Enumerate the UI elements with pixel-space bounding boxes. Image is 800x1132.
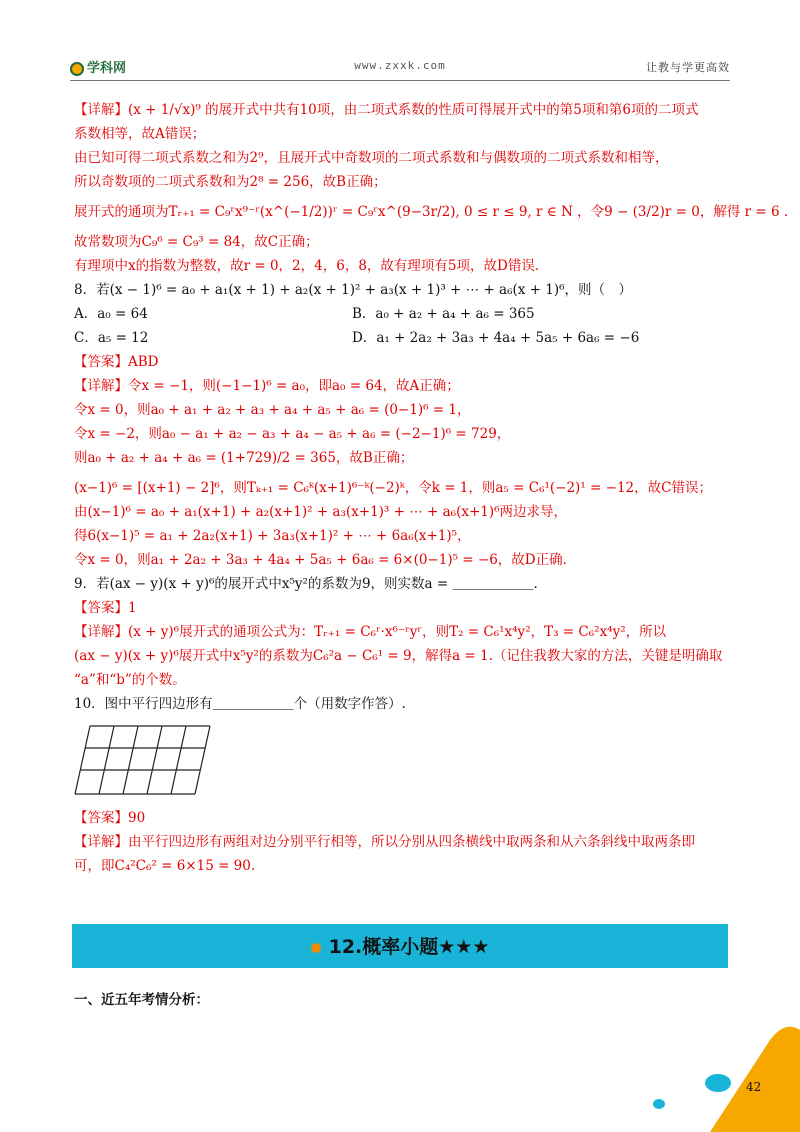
text-line: 得6(x−1)⁵ = a₁ + 2a₂(x+1) + 3a₃(x+1)² + ⋯ + 6a₆(x+1)⁵， <box>74 528 471 544</box>
text-line: 所以奇数项的二项式系数和为2⁸ = 256，故B正确； <box>74 174 387 190</box>
bullet-icon <box>311 943 321 953</box>
corner-decoration <box>640 1020 800 1132</box>
text-line: 系数相等，故A错误； <box>74 126 206 142</box>
text-line: 展开式的通项为Tᵣ₊₁ = C₉ʳx⁹⁻ʳ(x^(−1/2))ʳ = C₉ʳx^(9−3r/2), 0 ≤ r ≤ 9, r ∈ N ，令9 − (3/2)r = 0，解得 r = 6 . <box>74 204 789 220</box>
document-body <box>74 98 789 878</box>
answer-option: B．a₀ + a₂ + a₄ + a₆ = 365 <box>352 306 535 322</box>
section-heading: 一、近五年考情分析： <box>74 992 209 1008</box>
logo: 学科网 <box>70 57 126 76</box>
text-line: 9．若(ax − y)(x + y)⁶的展开式中x⁵y²的系数为9，则实数a = ＿＿＿＿＿＿. <box>74 576 538 592</box>
text-line: 故常数项为C₉⁶ = C₉³ = 84，故C正确； <box>74 234 319 250</box>
text-line: 【答案】ABD <box>74 354 159 370</box>
solution-block-7 <box>74 98 789 302</box>
text-line: (ax − y)(x + y)⁶展开式中x⁵y²的系数为C₆²a − C₆¹ = 9，解得a = 1.（记住我教大家的方法，关键是明确取 <box>74 648 723 664</box>
text-line: 令x = −2，则a₀ − a₁ + a₂ − a₃ + a₄ − a₅ + a₆ = (−2−1)⁶ = 729， <box>74 426 511 442</box>
section-banner <box>72 924 728 968</box>
solution-block-10 <box>74 806 734 878</box>
text-line: 【详解】由平行四边形有两组对边分别平行相等，所以分别从四条横线中取两条和从六条斜线中取两条即 <box>74 834 695 850</box>
text-line: 可，即C₄²C₆² = 6×15 = 90. <box>74 858 256 874</box>
parallelogram-grid-figure <box>74 722 734 802</box>
text-line: 【答案】1 <box>74 600 137 616</box>
text-line: 有理项中x的指数为整数，故r = 0，2，4，6，8，故有理项有5项，故D错误. <box>74 258 540 274</box>
page-number: 42 <box>746 1080 762 1094</box>
text-line: 由已知可得二项式系数之和为2⁹，且展开式中奇数项的二项式系数和与偶数项的二项式系数和相等， <box>74 150 669 166</box>
text-line: “a”和“b”的个数。 <box>74 672 186 688</box>
page-header <box>70 55 730 81</box>
text-line: 令x = 0，则a₀ + a₁ + a₂ + a₃ + a₄ + a₅ + a₆ = (0−1)⁶ = 1， <box>74 402 471 418</box>
slogan: 让教与学更高效 <box>646 61 730 74</box>
text-line: (x−1)⁶ = [(x+1) − 2]⁶，则Tₖ₊₁ = C₆ᵏ(x+1)⁶⁻ᵏ(−2)ᵏ，令k = 1，则a₅ = C₆¹(−2)¹ = −12，故C错误； <box>74 480 712 496</box>
text-line: 【详解】令x = −1，则(−1−1)⁶ = a₀，即a₀ = 64，故A正确； <box>74 378 460 394</box>
header-rule <box>70 80 730 81</box>
text-line: 令x = 0，则a₁ + 2a₂ + 3a₃ + 4a₄ + 5a₅ + 6a₆ = 6×(0−1)⁵ = −6，故D正确. <box>74 552 567 568</box>
answer-option: D．a₁ + 2a₂ + 3a₃ + 4a₄ + 5a₅ + 6a₆ = −6 <box>352 330 640 346</box>
answer-option: C．a₅ = 12 <box>74 330 149 346</box>
text-line: 则a₀ + a₂ + a₄ + a₆ = (1+729)/2 = 365，故B正确； <box>74 450 414 466</box>
site-url: www.zxxk.com <box>354 59 446 72</box>
text-line: 10．图中平行四边形有＿＿＿＿＿＿个（用数字作答）. <box>74 696 406 712</box>
text-line: 【详解】(x + y)⁶展开式的通项公式为：Tᵣ₊₁ = C₆ʳ·x⁶⁻ʳyʳ，则T₂ = C₆¹x⁴y²，T₃ = C₆²x⁴y²，所以 <box>74 624 667 640</box>
text-line: 【详解】(x + 1/√x)⁹ 的展开式中共有10项，由二项式系数的性质可得展开式中的第5项和第6项的二项式 <box>74 102 699 118</box>
question-8-options <box>74 302 734 350</box>
banner-title: 12.概率小题★★★ <box>328 936 490 958</box>
text-line: 8．若(x − 1)⁶ = a₀ + a₁(x + 1) + a₂(x + 1)² + a₃(x + 1)³ + ⋯ + a₆(x + 1)⁶，则（ ） <box>74 282 633 298</box>
text-line: 【答案】90 <box>74 810 146 826</box>
answer-option: A．a₀ = 64 <box>74 306 148 322</box>
text-line: 由(x−1)⁶ = a₀ + a₁(x+1) + a₂(x+1)² + a₃(x+1)³ + ⋯ + a₆(x+1)⁶两边求导， <box>74 504 568 520</box>
solution-block-8-10 <box>74 350 734 716</box>
